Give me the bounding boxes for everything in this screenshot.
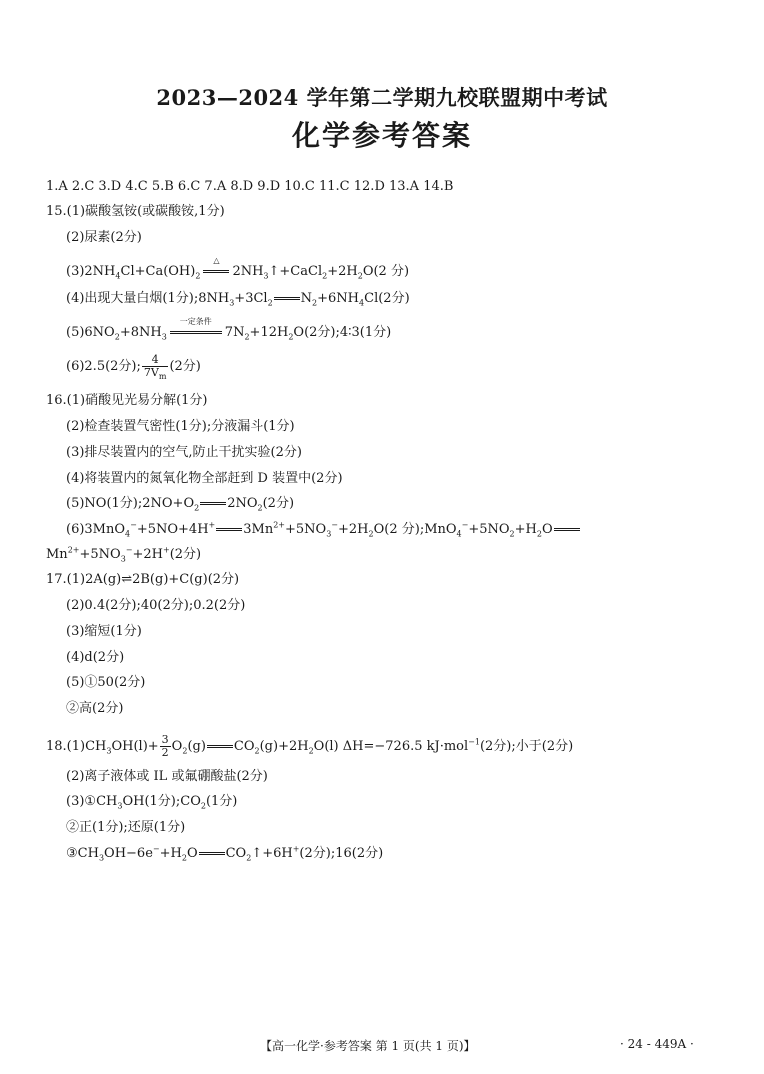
choice-answers: 1.A 2.C 3.D 4.C 5.B 6.C 7.A 8.D 9.D 10.C 11.C 12.D 13.A 14.B: [46, 179, 454, 194]
q16-p1: 16.(1)硝酸见光易分解(1分): [46, 393, 208, 408]
q17-p3: (3)缩短(1分): [66, 624, 142, 639]
q16-p6-cont: $Mn^{2+}+5NO_3^-+2H^+(2$分): [46, 545, 202, 564]
q18-p1: $18.(1)CH_3OH(l)+$ $\frac{3}{2}$ $O_2(g)$ $CO_2(g)+2H_2O(l)$ ΔH=−726.5 kJ·mol$^{-1}$(2分);小于(2分): [46, 733, 574, 759]
q18-p4: ②正(1分);还原(1分): [66, 820, 186, 835]
q18-p3: $(3)①CH_3OH(1$分)$;CO_2(1$分): [66, 794, 238, 811]
q15-p1: 15.(1)碳酸氢铵(或碳酸铵,1分): [46, 204, 225, 219]
footer-page-info: 【高一化学·参考答案 第 1 页(共 1 页)】: [260, 1039, 476, 1053]
q18-p5: $③CH_3OH-6e^-+H_2O$ $CO_2↑+6H^+(2$分);16(2分): [66, 844, 384, 863]
q17-p1: 17.(1)2A(g)⇌2B(g)+C(g)(2分): [46, 572, 240, 587]
q15-p4: (4)出现大量白烟(1分)$;8NH_3+3Cl_2$ $N_2+6NH_4Cl(2$分): [66, 291, 410, 308]
q15-p2: (2)尿素(2分): [66, 230, 142, 245]
q17-p6: ②高(2分): [66, 701, 124, 716]
q17-p5: (5)①50(2分): [66, 675, 146, 690]
q18-p2: (2)离子液体或 IL 或氟硼酸盐(2分): [66, 769, 268, 784]
q16-p4: (4)将装置内的氮氧化物全部赶到 D 装置中(2分): [66, 471, 343, 486]
q16-p3: (3)排尽装置内的空气,防止干扰实验(2分): [66, 445, 302, 460]
q15-p5: $(5)6NO_2+8NH_3$ 一定条件 $7N_2+12H_2O(2$分);4∶3(1分): [66, 317, 392, 342]
exam-title: 2023—2024 学年第二学期九校联盟期中考试: [156, 85, 608, 110]
q16-p5: (5)NO(1分)$;2NO+O_2$ $2NO_2(2$分): [66, 496, 295, 513]
q16-p6: (6)3MnO$_4$−+5NO+4H+ $3Mn^{2+}+5NO_3^-+2H_2O(2$ 分)$;MnO_4^-+5NO_2+H_2O$: [66, 521, 581, 539]
q15-p6: (6)2.5(2分); $\frac{4}{7V_m}$ (2分): [66, 353, 201, 382]
q17-p4: (4)d(2分): [66, 650, 125, 665]
q16-p2: (2)检查装置气密性(1分);分液漏斗(1分): [66, 419, 295, 434]
footer-code: · 24 - 449A ·: [620, 1037, 694, 1051]
q15-p3: $(3)2NH_4Cl+Ca(OH)_2$ △ $2NH_3↑+CaCl_2+2H_2O(2$ 分): [66, 256, 410, 281]
answer-key-title: 化学参考答案: [291, 119, 472, 152]
q17-p2: (2)0.4(2分);40(2分);0.2(2分): [66, 598, 246, 613]
